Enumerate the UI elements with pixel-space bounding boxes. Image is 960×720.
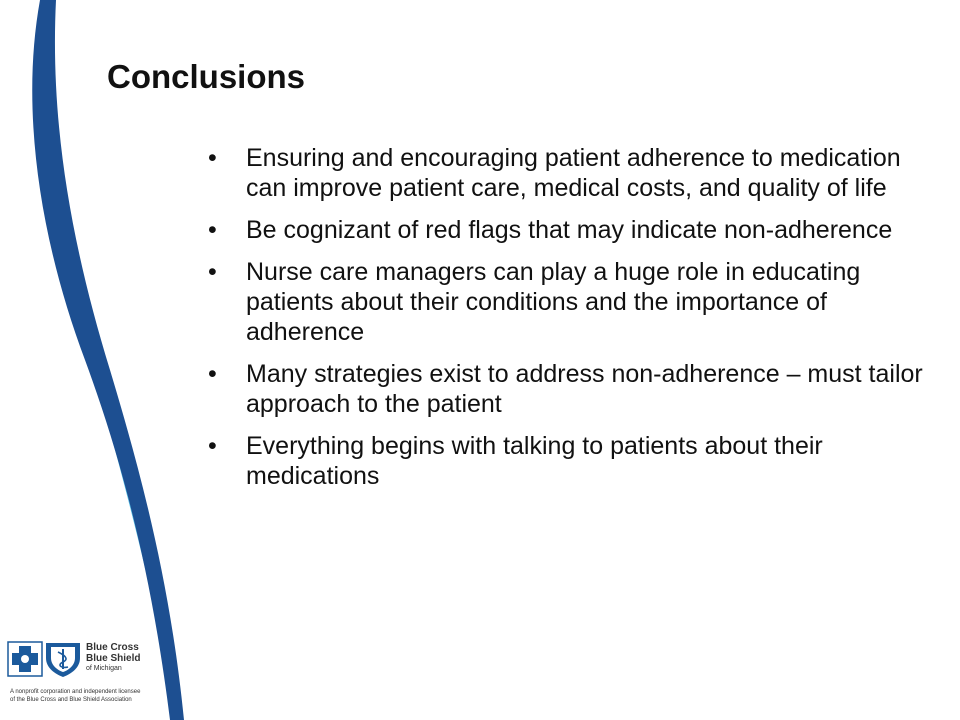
bcbs-logo [6,636,176,716]
bullet-dot: • [208,144,217,172]
license-line-1: A nonprofit corporation and independent licensee [10,689,141,695]
bullet-text: Ensuring and encouraging patient adherence to medication can improve patient care, medical costs, and quality of life [246,144,901,202]
bullet-text: Many strategies exist to address non-adherence – must tailor approach to the patient [246,360,923,418]
bullet-dot: • [208,360,217,388]
bullet-dot: • [208,216,217,244]
bullet-dot: • [208,258,217,286]
bullet-item [208,215,928,245]
bullet-item [208,431,928,491]
brand-name-line2: Blue Shield [86,653,141,664]
brand-name [86,642,140,664]
swoosh-dark-band [32,0,184,720]
bullet-dot: • [208,432,217,460]
brand-name-line1: Blue Cross [86,642,139,653]
slide-title: Conclusions [107,58,306,95]
brand-region: of Michigan [86,665,122,672]
bullet-item [208,359,928,419]
bullet-text: Nurse care managers can play a huge role in educating patients about their conditions and the importance of adherence [246,258,861,346]
license-line-2: of the Blue Cross and Blue Shield Association [10,697,132,703]
bullet-text: Be cognizant of red flags that may indicate non-adherence [246,216,893,244]
bullet-item [208,257,928,347]
bullet-list [208,143,928,503]
cross-shield-icon [6,638,82,678]
bullet-text: Everything begins with talking to patients about their medications [246,432,823,490]
bullet-item [208,143,928,203]
